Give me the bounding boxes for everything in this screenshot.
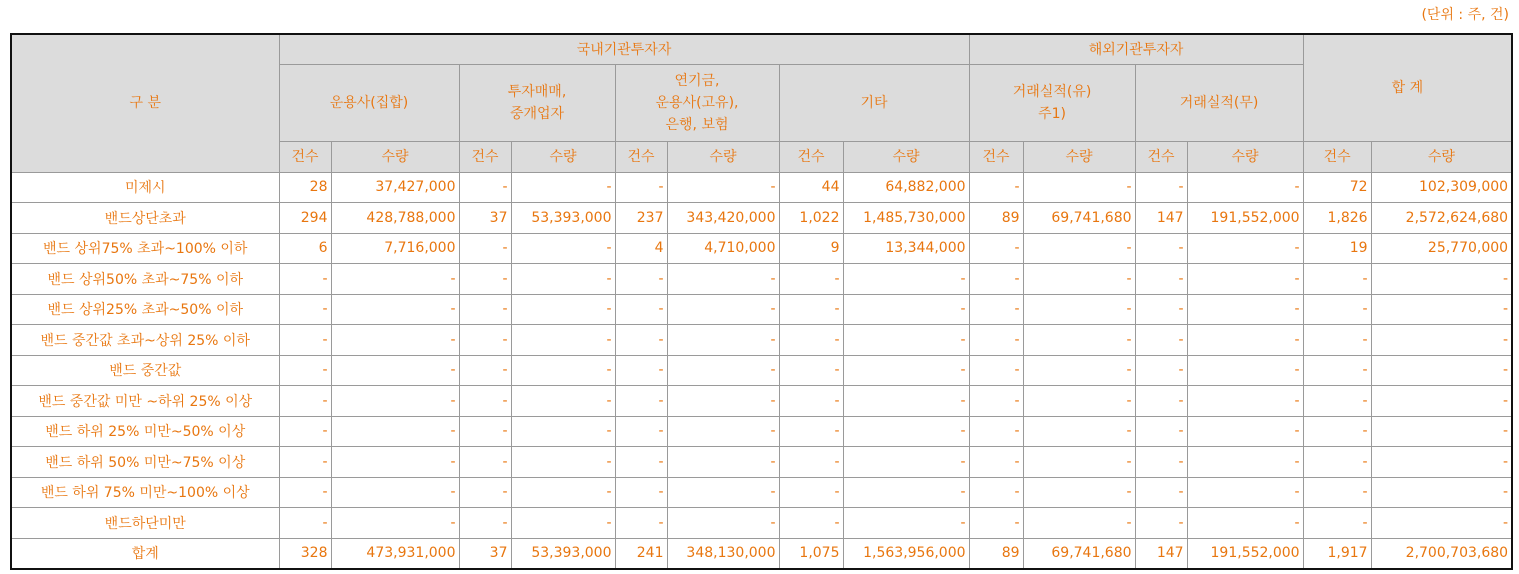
qty-cell: -	[1187, 294, 1303, 325]
qty-cell: -	[1187, 325, 1303, 356]
count-cell: -	[969, 508, 1023, 539]
count-cell: -	[1135, 172, 1187, 203]
table-row	[11, 538, 1512, 569]
qty-cell: -	[667, 264, 779, 295]
qty-header: 수량	[1371, 142, 1512, 173]
qty-cell: -	[1371, 386, 1512, 417]
qty-cell: -	[331, 294, 459, 325]
count-header: 건수	[779, 142, 843, 173]
row-label: 밴드 하위 75% 미만~100% 이상	[11, 477, 279, 508]
count-cell: -	[1303, 416, 1371, 447]
qty-cell: -	[1023, 233, 1135, 264]
count-cell: -	[969, 355, 1023, 386]
count-cell: -	[1135, 264, 1187, 295]
count-cell: -	[279, 416, 331, 447]
table-row	[11, 416, 1512, 447]
table-row	[11, 294, 1512, 325]
count-cell: -	[459, 325, 511, 356]
qty-header: 수량	[511, 142, 615, 173]
qty-cell: -	[511, 355, 615, 386]
qty-cell: 348,130,000	[667, 538, 779, 569]
count-cell: 1,826	[1303, 203, 1371, 234]
count-cell: 6	[279, 233, 331, 264]
qty-cell: -	[667, 294, 779, 325]
qty-cell: 64,882,000	[843, 172, 969, 203]
count-cell: -	[1135, 447, 1187, 478]
count-cell: -	[969, 447, 1023, 478]
count-cell: -	[279, 325, 331, 356]
qty-header: 수량	[843, 142, 969, 173]
qty-cell: -	[1187, 264, 1303, 295]
count-cell: -	[969, 325, 1023, 356]
count-cell: -	[969, 233, 1023, 264]
count-cell: -	[615, 386, 667, 417]
count-cell: -	[459, 416, 511, 447]
qty-cell: -	[331, 355, 459, 386]
qty-cell: 428,788,000	[331, 203, 459, 234]
qty-cell: -	[511, 294, 615, 325]
count-cell: -	[1135, 416, 1187, 447]
qty-cell: -	[1023, 386, 1135, 417]
row-label: 밴드상단초과	[11, 203, 279, 234]
count-cell: -	[1135, 477, 1187, 508]
count-cell: -	[279, 447, 331, 478]
qty-cell: -	[1023, 447, 1135, 478]
qty-cell: -	[331, 325, 459, 356]
count-cell: 9	[779, 233, 843, 264]
qty-cell: -	[667, 386, 779, 417]
count-cell: -	[459, 447, 511, 478]
count-cell: -	[779, 325, 843, 356]
qty-cell: -	[667, 416, 779, 447]
qty-header: 수량	[1023, 142, 1135, 173]
qty-cell: -	[843, 325, 969, 356]
domestic-header: 국내기관투자자	[279, 34, 969, 65]
count-cell: -	[459, 477, 511, 508]
count-cell: -	[279, 386, 331, 417]
qty-header: 수량	[667, 142, 779, 173]
count-cell: 241	[615, 538, 667, 569]
qty-cell: -	[1023, 294, 1135, 325]
qty-cell: 2,572,624,680	[1371, 203, 1512, 234]
qty-cell: 473,931,000	[331, 538, 459, 569]
qty-cell: -	[843, 508, 969, 539]
demand-forecast-table	[10, 33, 1513, 570]
count-cell: -	[615, 264, 667, 295]
count-cell: 89	[969, 203, 1023, 234]
count-cell: -	[1135, 508, 1187, 539]
count-cell: -	[1303, 386, 1371, 417]
qty-cell: 69,741,680	[1023, 203, 1135, 234]
qty-cell: -	[331, 416, 459, 447]
qty-cell: 69,741,680	[1023, 538, 1135, 569]
qty-cell: -	[667, 355, 779, 386]
qty-cell: 102,309,000	[1371, 172, 1512, 203]
qty-cell: -	[1371, 325, 1512, 356]
count-cell: -	[969, 386, 1023, 417]
count-header: 건수	[1303, 142, 1371, 173]
row-label: 밴드 중간값 초과~상위 25% 이하	[11, 325, 279, 356]
qty-cell: -	[1023, 355, 1135, 386]
qty-cell: 25,770,000	[1371, 233, 1512, 264]
count-cell: -	[1303, 447, 1371, 478]
qty-cell: -	[1371, 508, 1512, 539]
qty-cell: -	[667, 325, 779, 356]
count-header: 건수	[1135, 142, 1187, 173]
count-cell: 72	[1303, 172, 1371, 203]
qty-header: 수량	[331, 142, 459, 173]
count-cell: -	[1303, 355, 1371, 386]
qty-cell: -	[667, 508, 779, 539]
count-cell: -	[969, 477, 1023, 508]
count-cell: 4	[615, 233, 667, 264]
qty-cell: -	[843, 264, 969, 295]
count-cell: -	[615, 447, 667, 478]
qty-cell: -	[1371, 294, 1512, 325]
qty-cell: -	[1023, 416, 1135, 447]
foreign-header: 해외기관투자자	[969, 34, 1303, 65]
count-cell: 28	[279, 172, 331, 203]
count-cell: -	[1135, 355, 1187, 386]
count-header: 건수	[459, 142, 511, 173]
count-cell: -	[459, 172, 511, 203]
qty-cell: -	[1371, 477, 1512, 508]
total-header: 합 계	[1303, 34, 1512, 142]
qty-cell: -	[331, 477, 459, 508]
row-label: 미제시	[11, 172, 279, 203]
count-cell: -	[1135, 325, 1187, 356]
count-cell: -	[279, 508, 331, 539]
count-cell: 37	[459, 538, 511, 569]
count-cell: -	[459, 508, 511, 539]
count-cell: -	[779, 477, 843, 508]
row-label: 밴드 중간값 미만 ~하위 25% 이상	[11, 386, 279, 417]
count-cell: -	[1303, 294, 1371, 325]
qty-cell: -	[1023, 264, 1135, 295]
count-header: 건수	[969, 142, 1023, 173]
count-cell: 37	[459, 203, 511, 234]
qty-cell: -	[1187, 386, 1303, 417]
qty-cell: -	[511, 172, 615, 203]
count-cell: -	[1303, 325, 1371, 356]
count-cell: 328	[279, 538, 331, 569]
qty-cell: -	[331, 386, 459, 417]
qty-cell: -	[1187, 447, 1303, 478]
qty-cell: -	[667, 477, 779, 508]
count-cell: -	[969, 264, 1023, 295]
count-cell: -	[615, 325, 667, 356]
count-cell: 294	[279, 203, 331, 234]
qty-cell: 4,710,000	[667, 233, 779, 264]
count-cell: 44	[779, 172, 843, 203]
group-header: 운용사(집합)	[279, 65, 459, 142]
qty-cell: -	[1023, 508, 1135, 539]
count-cell: -	[779, 447, 843, 478]
row-label: 밴드 상위50% 초과~75% 이하	[11, 264, 279, 295]
table-row	[11, 355, 1512, 386]
table-row	[11, 508, 1512, 539]
group-header: 기타	[779, 65, 969, 142]
count-cell: -	[779, 355, 843, 386]
qty-cell: -	[511, 477, 615, 508]
count-cell: -	[615, 477, 667, 508]
qty-cell: -	[843, 294, 969, 325]
table-row	[11, 233, 1512, 264]
row-label: 합계	[11, 538, 279, 569]
table-row	[11, 172, 1512, 203]
qty-cell: 53,393,000	[511, 203, 615, 234]
count-cell: -	[615, 416, 667, 447]
count-cell: -	[779, 294, 843, 325]
count-cell: -	[615, 355, 667, 386]
qty-cell: -	[511, 325, 615, 356]
row-label: 밴드 상위25% 초과~50% 이하	[11, 294, 279, 325]
qty-cell: 37,427,000	[331, 172, 459, 203]
qty-cell: -	[1187, 416, 1303, 447]
count-cell: -	[779, 508, 843, 539]
qty-cell: -	[331, 508, 459, 539]
qty-cell: -	[331, 264, 459, 295]
table-row	[11, 203, 1512, 234]
qty-cell: -	[1371, 264, 1512, 295]
qty-cell: -	[1023, 325, 1135, 356]
qty-cell: -	[843, 477, 969, 508]
qty-cell: -	[843, 355, 969, 386]
count-cell: -	[459, 386, 511, 417]
qty-cell: -	[1371, 447, 1512, 478]
qty-cell: -	[667, 172, 779, 203]
count-header: 건수	[615, 142, 667, 173]
qty-cell: -	[1371, 355, 1512, 386]
row-label: 밴드 하위 25% 미만~50% 이상	[11, 416, 279, 447]
count-cell: -	[779, 416, 843, 447]
table-row	[11, 477, 1512, 508]
table-row	[11, 325, 1512, 356]
qty-cell: -	[1187, 233, 1303, 264]
count-cell: -	[969, 416, 1023, 447]
count-cell: -	[969, 294, 1023, 325]
count-cell: -	[779, 386, 843, 417]
count-cell: -	[459, 355, 511, 386]
row-label: 밴드하단미만	[11, 508, 279, 539]
qty-cell: 1,485,730,000	[843, 203, 969, 234]
count-cell: 1,917	[1303, 538, 1371, 569]
qty-cell: 343,420,000	[667, 203, 779, 234]
group-header: 투자매매, 중개업자	[459, 65, 615, 142]
qty-cell: -	[511, 233, 615, 264]
qty-cell: -	[511, 508, 615, 539]
group-header: 거래실적(무)	[1135, 65, 1303, 142]
qty-cell: 53,393,000	[511, 538, 615, 569]
count-cell: -	[1303, 264, 1371, 295]
count-cell: -	[459, 233, 511, 264]
count-cell: 147	[1135, 203, 1187, 234]
group-header: 거래실적(유) 주1)	[969, 65, 1135, 142]
qty-cell: -	[1187, 477, 1303, 508]
qty-cell: -	[511, 264, 615, 295]
qty-cell: 191,552,000	[1187, 203, 1303, 234]
qty-cell: -	[843, 416, 969, 447]
count-cell: 147	[1135, 538, 1187, 569]
count-cell: -	[1135, 386, 1187, 417]
category-header: 구 분	[11, 34, 279, 172]
qty-cell: -	[331, 447, 459, 478]
qty-cell: -	[843, 386, 969, 417]
table-row	[11, 386, 1512, 417]
count-cell: -	[1135, 233, 1187, 264]
count-cell: -	[1303, 477, 1371, 508]
qty-cell: -	[667, 447, 779, 478]
count-cell: -	[279, 355, 331, 386]
qty-cell: -	[843, 447, 969, 478]
qty-cell: -	[1187, 355, 1303, 386]
table-row	[11, 447, 1512, 478]
count-cell: -	[969, 172, 1023, 203]
qty-cell: 7,716,000	[331, 233, 459, 264]
count-cell: -	[615, 508, 667, 539]
unit-note: (단위 : 주, 건)	[1421, 7, 1509, 23]
qty-cell: -	[511, 386, 615, 417]
count-cell: 237	[615, 203, 667, 234]
count-cell: -	[279, 477, 331, 508]
qty-cell: -	[1023, 477, 1135, 508]
qty-cell: -	[511, 447, 615, 478]
qty-cell: 2,700,703,680	[1371, 538, 1512, 569]
qty-cell: 191,552,000	[1187, 538, 1303, 569]
count-cell: -	[279, 264, 331, 295]
count-header: 건수	[279, 142, 331, 173]
count-cell: -	[1303, 508, 1371, 539]
qty-cell: -	[1187, 508, 1303, 539]
count-cell: -	[779, 264, 843, 295]
count-cell: -	[459, 264, 511, 295]
qty-cell: -	[1371, 416, 1512, 447]
row-label: 밴드 하위 50% 미만~75% 이상	[11, 447, 279, 478]
group-header: 연기금, 운용사(고유), 은행, 보험	[615, 65, 779, 142]
count-cell: -	[279, 294, 331, 325]
count-cell: 89	[969, 538, 1023, 569]
count-cell: 1,022	[779, 203, 843, 234]
count-cell: -	[1135, 294, 1187, 325]
qty-cell: -	[511, 416, 615, 447]
qty-cell: 13,344,000	[843, 233, 969, 264]
row-label: 밴드 상위75% 초과~100% 이하	[11, 233, 279, 264]
row-label: 밴드 중간값	[11, 355, 279, 386]
qty-header: 수량	[1187, 142, 1303, 173]
count-cell: -	[459, 294, 511, 325]
count-cell: -	[615, 172, 667, 203]
qty-cell: 1,563,956,000	[843, 538, 969, 569]
qty-cell: -	[1023, 172, 1135, 203]
count-cell: -	[615, 294, 667, 325]
table-row	[11, 264, 1512, 295]
count-cell: 19	[1303, 233, 1371, 264]
qty-cell: -	[1187, 172, 1303, 203]
count-cell: 1,075	[779, 538, 843, 569]
